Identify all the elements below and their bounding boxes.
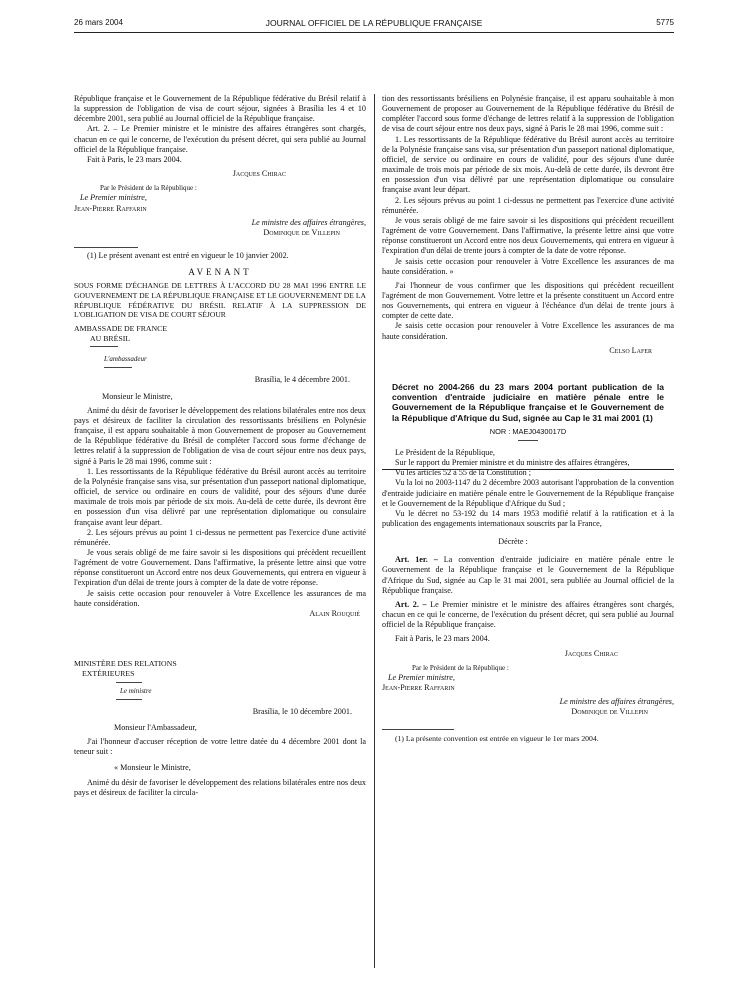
letter-paragraph: J'ai l'honneur de vous confirmer que les dispositions qui précèdent recueillent l'agrément de mon Gouvernement. Votre lettre et la présente constituent un Accord entre nos Gouvernements, qui entrera en vigueur à l'échéance d'un délai de trente jours à compter de cette date. [382,280,674,321]
visa-3: Vu le décret no 53-192 du 14 mars 1953 modifié relatif à la ratification et à la publication des engagements internationaux souscrits par la France, [382,508,674,528]
article-2-label: Art. 2. – [395,599,427,609]
note-rule [74,247,138,248]
date-line: Brasília, le 4 décembre 2001. [254,375,350,385]
ministere-line1: MINISTÈRE DES RELATIONS [74,659,177,669]
minister-title: Le ministre des affaires étrangères, [559,697,674,707]
rapport: Sur le rapport du Premier ministre et du ministre des affaires étrangères, [395,458,630,468]
minister-name: Dominique de Villepin [571,707,648,717]
signature-lafer: Celso Lafer [609,345,652,355]
paragraph: République française et le Gouvernement de la République fédérative du Brésil relatif à la suppression de l'obligation de visa de court séjour, signées à Brasília les 4 et 10 décembre 2001, sera publié au Journal officiel de la République française. [74,94,366,124]
article-1-text: La convention d'entraide judiciaire en matière pénale entre le Gouvernement de la République française et le Gouvernement de la République d'Afrique du Sud, signée au Cap le 31 mai 2001, sera publiée au Journal officiel de la République française. [382,555,674,595]
fait-a-paris: Fait à Paris, le 23 mars 2004. [87,154,182,164]
article-2-text: Le Premier ministre et le ministre des affaires étrangères sont chargés, chacun en ce qui le concerne, de l'exécution du présent décret, qui sera publié au Journal officiel de la République française. [382,599,675,630]
date-line: Brasília, le 10 décembre 2001. [252,706,352,716]
signature-chirac: Jacques Chirac [564,648,618,658]
letter-point-1: 1. Les ressortissants de la République fédérative du Brésil auront accès au territoire de la Polynésie française sans visa, sur présentation d'un passeport national diplomatique, officiel, de service ou ordinaire en cours de validité, pour des séjours d'une durée maximale de trois mois par période de six mois. Au-delà de cette durée, ils devront être en possession d'un visa délivré par une représentation diplomatique ou consulaire française avant leur départ. [74,466,366,527]
section-separator [382,469,674,470]
column-divider [374,94,375,968]
page-number: 5775 [656,18,674,27]
article-1 [382,555,674,596]
par-le-president: Par le Président de la République : [412,663,509,672]
article-2: Art. 2. – Le Premier ministre et le ministre des affaires étrangères sont chargés, chacun en ce qui le concerne, de l'exécution du présent décret, qui sera publié au Journal officiel de la République française. [74,124,366,154]
salutation: Monsieur le Ministre, [102,391,173,401]
ambassade-line2: AU BRÉSIL [90,333,131,343]
letter-closing: Je saisis cette occasion pour renouveler à Votre Excellence les assurances de ma haute considération. [74,588,366,608]
salutation: « Monsieur le Ministre, [114,763,191,773]
minister-name: Dominique de Villepin [263,227,340,237]
salutation: Monsieur l'Ambassadeur, [114,722,197,732]
decrete: Décrète : [498,537,528,547]
article-1-label: Art. 1er. – [395,555,438,565]
header-date: 26 mars 2004 [74,18,123,27]
avenant-heading: AVENANT [188,267,252,278]
letter-closing: Je saisis cette occasion pour renouveler à Votre Excellence les assurances de ma haute considération. [382,321,674,341]
minister-title: Le ministre des affaires étrangères, [251,217,366,227]
ambassade-line1: AMBASSADE DE FRANCE [74,323,168,333]
pm-name: Jean-Pierre Raffarin [382,683,455,692]
signature-chirac: Jacques Chirac [232,169,286,179]
pm-name: Jean-Pierre Raffarin [74,203,147,213]
article-2 [382,600,674,630]
avenant-subtitle: SOUS FORME D'ÉCHANGE DE LETTRES À L'ACCORD DU 28 MAI 1996 ENTRE LE GOUVERNEMENT DE LA RÉPUBLIQUE FRANÇAISE ET LE GOUVERNEMENT DE LA RÉPUBLIQUE FÉDÉRATIVE DU BRÉSIL RELATIF À LA SUPPRESSION DE L'OBLIGATION DE VISA DE COURT SÉJOUR [74,281,366,320]
letter-point-2: 2. Les séjours prévus au point 1 ci-dessus ne permettent pas l'exercice d'une activité rémunérée. [382,195,674,215]
right-column [382,94,674,745]
nor-reference: NOR : MAEJ0430017D [489,426,567,436]
left-column [74,94,366,798]
signature-rouquie: Alain Rouquié [309,608,360,618]
visa-1: Vu les articles 52 à 55 de la Constitution ; [395,468,532,478]
letter-point-2: 2. Les séjours prévus au point 1 ci-dessus ne permettent pas l'exercice d'une activité rémunérée. [74,527,366,547]
pm-title: Le Premier ministre, [80,193,147,203]
le-ministre-label: Le ministre [120,686,152,695]
journal-title: JOURNAL OFFICIEL DE LA RÉPUBLIQUE FRANÇAISE [265,18,483,28]
fait-a-paris: Fait à Paris, le 23 mars 2004. [395,634,490,644]
letter-paragraph: Animé du désir de favoriser le développement des relations bilatérales entre nos deux pays et désireux de faciliter la circulation des ressortissants brésiliens en Polynésie française, il est apparu souhaitable à mon Gouvernement de proposer au Gouvernement de la République fédérative du Brésil de compléter l'accord sous forme d'échange de lettres relatif à la suppression de l'obligation de visa de court séjour entre nos deux pays, signé à Paris le 28 mai 1996, comme suit : [74,405,366,466]
page-header [74,16,674,30]
letter-paragraph: Animé du désir de favoriser le développement des relations bilatérales entre nos deux pays et désireux de faciliter la circula- [74,777,366,797]
par-le-president: Par le Président de la République : [100,184,197,193]
ambassadeur-label: L'ambassadeur [104,355,147,364]
visa-2: Vu la loi no 2003-1147 du 2 décembre 2003 autorisant l'approbation de la convention d'entraide judiciaire en matière pénale entre le Gouvernement de la République française et le Gouvernement de la République d'Afrique du Sud ; [382,478,674,508]
footnote-rule [382,729,454,730]
letter-paragraph: tion des ressortissants brésiliens en Polynésie française, il est apparu souhaitable à mon Gouvernement de proposer au Gouvernement de la République fédérative du Brésil de compléter l'accord sous forme d'échange de lettres relatif à la suppression de l'obligation de visa de court séjour entre nos deux pays, signé à Paris le 28 mai 1996, comme suit : [382,94,674,134]
ministere-line2: EXTÉRIEURES [82,668,135,678]
letter-closing: Je saisis cette occasion pour renouveler à Votre Excellence les assurances de ma haute considération. » [382,256,674,276]
decree-title: Décret no 2004-266 du 23 mars 2004 portant publication de la convention d'entraide judiciaire en matière pénale entre le Gouvernement de la République française et le Gouvernement de la République d'Afrique du Sud, signée au Cap le 31 mai 2001 (1) [392,381,664,423]
pm-title: Le Premier ministre, [388,672,455,682]
president: Le Président de la République, [395,447,495,457]
footnote: (1) La présente convention est entrée en vigueur le 1er mars 2004. [395,734,599,744]
footnote: (1) Le présent avenant est entré en vigueur le 10 janvier 2002. [87,251,289,261]
header-rule [74,32,674,33]
letter-paragraph: Je vous serais obligé de me faire savoir si les dispositions qui précèdent recueillent l'agrément de votre Gouvernement. Dans l'affirmative, la présente lettre ainsi que votre réponse constitueront un Accord entre nos deux Gouvernements, qui entrera en vigueur à l'expiration d'un délai de trente jours à compter de la date de votre réponse. [74,547,366,588]
letter-point-1: 1. Les ressortissants de la République fédérative du Brésil auront accès au territoire de la Polynésie française sans visa, sur présentation d'un passeport national diplomatique, officiel, de service ou ordinaire en cours de validité, pour des séjours d'une durée maximale de trois mois par période de six mois. Au-delà de cette durée, ils devront être en possession d'un visa délivré par une représentation diplomatique ou consulaire française avant leur départ. [382,134,674,195]
letter-paragraph: Je vous serais obligé de me faire savoir si les dispositions qui précèdent recueillent l'agrément de votre Gouvernement. Dans l'affirmative, la présente lettre ainsi que votre réponse constitueront un Accord entre nos deux Gouvernements, qui entrera en vigueur à l'expiration d'un délai de trente jours à compter de la date de votre réponse. [382,215,674,256]
letter-paragraph: J'ai l'honneur d'accuser réception de votre lettre datée du 4 décembre 2001 dont la teneur suit : [74,737,366,757]
